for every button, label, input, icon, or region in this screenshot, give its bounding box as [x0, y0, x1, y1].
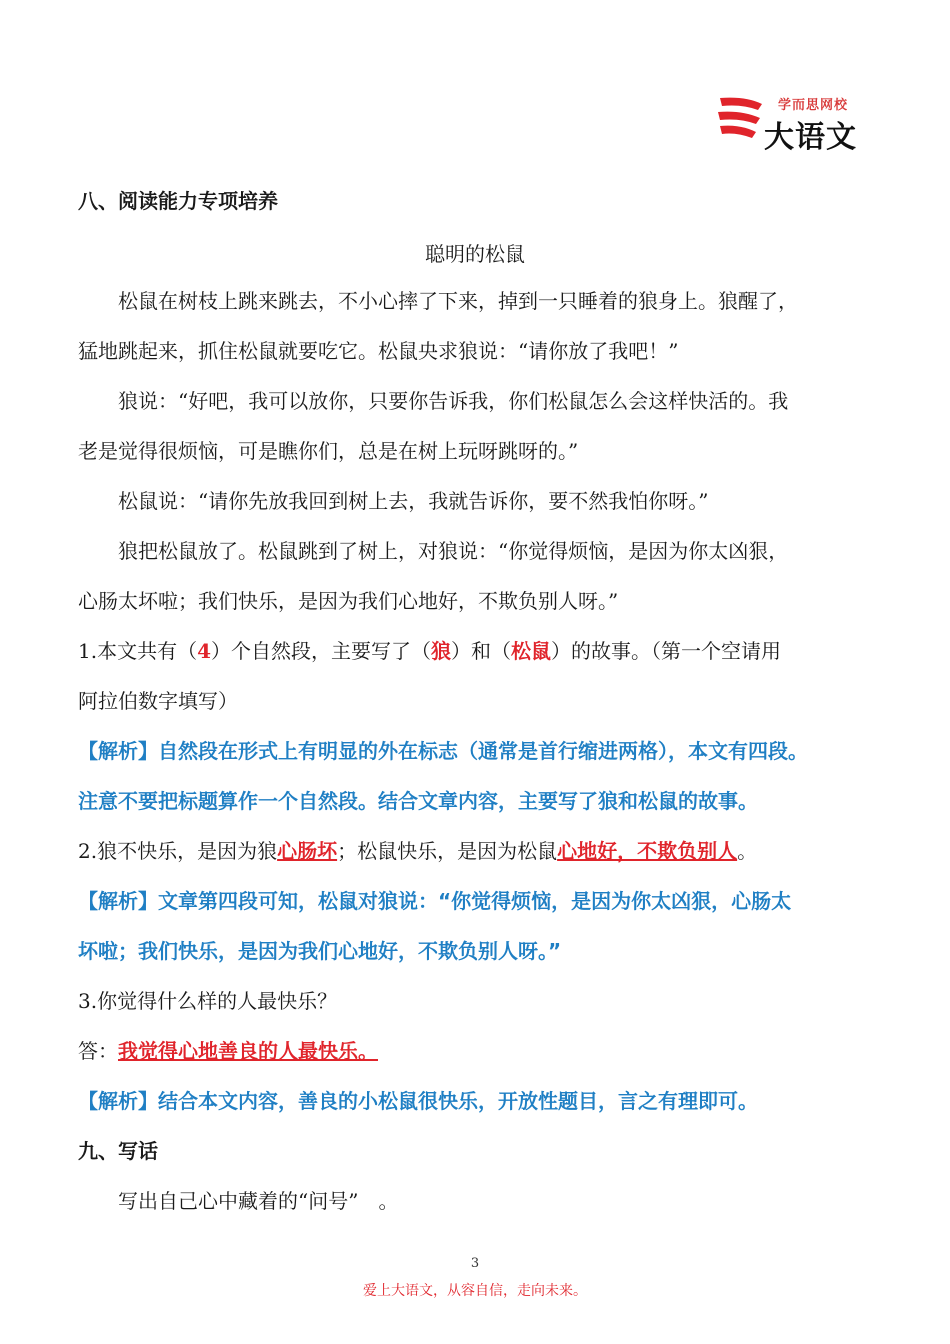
q1-text-b: ）个自然段，主要写了（ [211, 639, 432, 663]
q2-text-c: 。 [737, 839, 758, 863]
logo-big-text: 大语文 [764, 120, 857, 155]
q3-answer-label: 答： [78, 1039, 118, 1063]
question-2 [78, 838, 878, 864]
page-number: 3 [470, 1256, 480, 1271]
q1-answer-2: 狼 [431, 639, 452, 663]
paragraph-4-line-1: 狼把松鼠放了。松鼠跳到了树上，对狼说：“你觉得烦恼，是因为你太凶狠， [118, 539, 789, 563]
footer-slogan: 爱上大语文，从容自信，走向未来。 [363, 1283, 587, 1299]
section-9-heading: 九、写话 [78, 1139, 158, 1163]
q2-analysis-line-2: 坏啦；我们快乐，是因为我们心地好，不欺负别人呀。” [78, 939, 562, 963]
paragraph-1-line-1: 松鼠在树枝上跳来跳去，不小心摔了下来，掉到一只睡着的狼身上。狼醒了， [118, 289, 798, 313]
question-1-line-2: 阿拉伯数字填写） [78, 689, 238, 713]
paragraph-2-line-2: 老是觉得很烦恼，可是瞧你们，总是在树上玩呀跳呀的。” [78, 439, 579, 463]
question-3: 3.你觉得什么样的人最快乐？ [78, 989, 338, 1013]
article-title: 聪明的松鼠 [425, 242, 525, 266]
q2-answer-1: 心肠坏 [277, 839, 338, 863]
q1-text-c: ）和（ [451, 639, 512, 663]
q2-analysis-line-1: 【解析】文章第四段可知，松鼠对狼说：“你觉得烦恼，是因为你太凶狠，心肠太 [78, 889, 792, 913]
section-8-heading: 八、阅读能力专项培养 [78, 189, 278, 213]
brand-logo [716, 94, 866, 155]
paragraph-3-line-1: 松鼠说：“请你先放我回到树上去，我就告诉你，要不然我怕你呀。” [118, 489, 709, 513]
q1-analysis-line-1: 【解析】自然段在形式上有明显的外在标志（通常是首行缩进两格），本文有四段。 [78, 739, 808, 763]
logo-small-text: 学而思网校 [778, 98, 849, 113]
question-1 [78, 638, 878, 664]
q2-text-a: 2.狼不快乐，是因为狼 [78, 839, 278, 863]
q1-answer-1: 4 [197, 639, 212, 663]
q3-analysis: 【解析】结合本文内容，善良的小松鼠很快乐，开放性题目，言之有理即可。 [78, 1089, 758, 1113]
section-9-prompt: 写出自己心中藏着的“问号” 。 [118, 1189, 399, 1213]
logo-swoosh-icon [716, 94, 766, 150]
q2-answer-2: 心地好，不欺负别人 [557, 839, 738, 863]
paragraph-2-line-1: 狼说：“好吧，我可以放你，只要你告诉我，你们松鼠怎么会这样快活的。我 [118, 389, 789, 413]
q2-text-b: ；松鼠快乐，是因为松鼠 [337, 839, 558, 863]
paragraph-4-line-2: 心肠太坏啦；我们快乐，是因为我们心地好，不欺负别人呀。” [78, 589, 619, 613]
q1-text-d: ）的故事。（第一个空请用 [551, 639, 782, 663]
q1-analysis-line-2: 注意不要把标题算作一个自然段。结合文章内容，主要写了狼和松鼠的故事。 [78, 789, 758, 813]
q1-text-a: 1.本文共有（ [78, 639, 198, 663]
paragraph-1-line-2: 猛地跳起来，抓住松鼠就要吃它。松鼠央求狼说：“请你放了我吧！” [78, 339, 679, 363]
q3-answer-line [78, 1038, 878, 1064]
q1-answer-3: 松鼠 [511, 639, 552, 663]
q3-answer: 我觉得心地善良的人最快乐。 [118, 1039, 378, 1063]
